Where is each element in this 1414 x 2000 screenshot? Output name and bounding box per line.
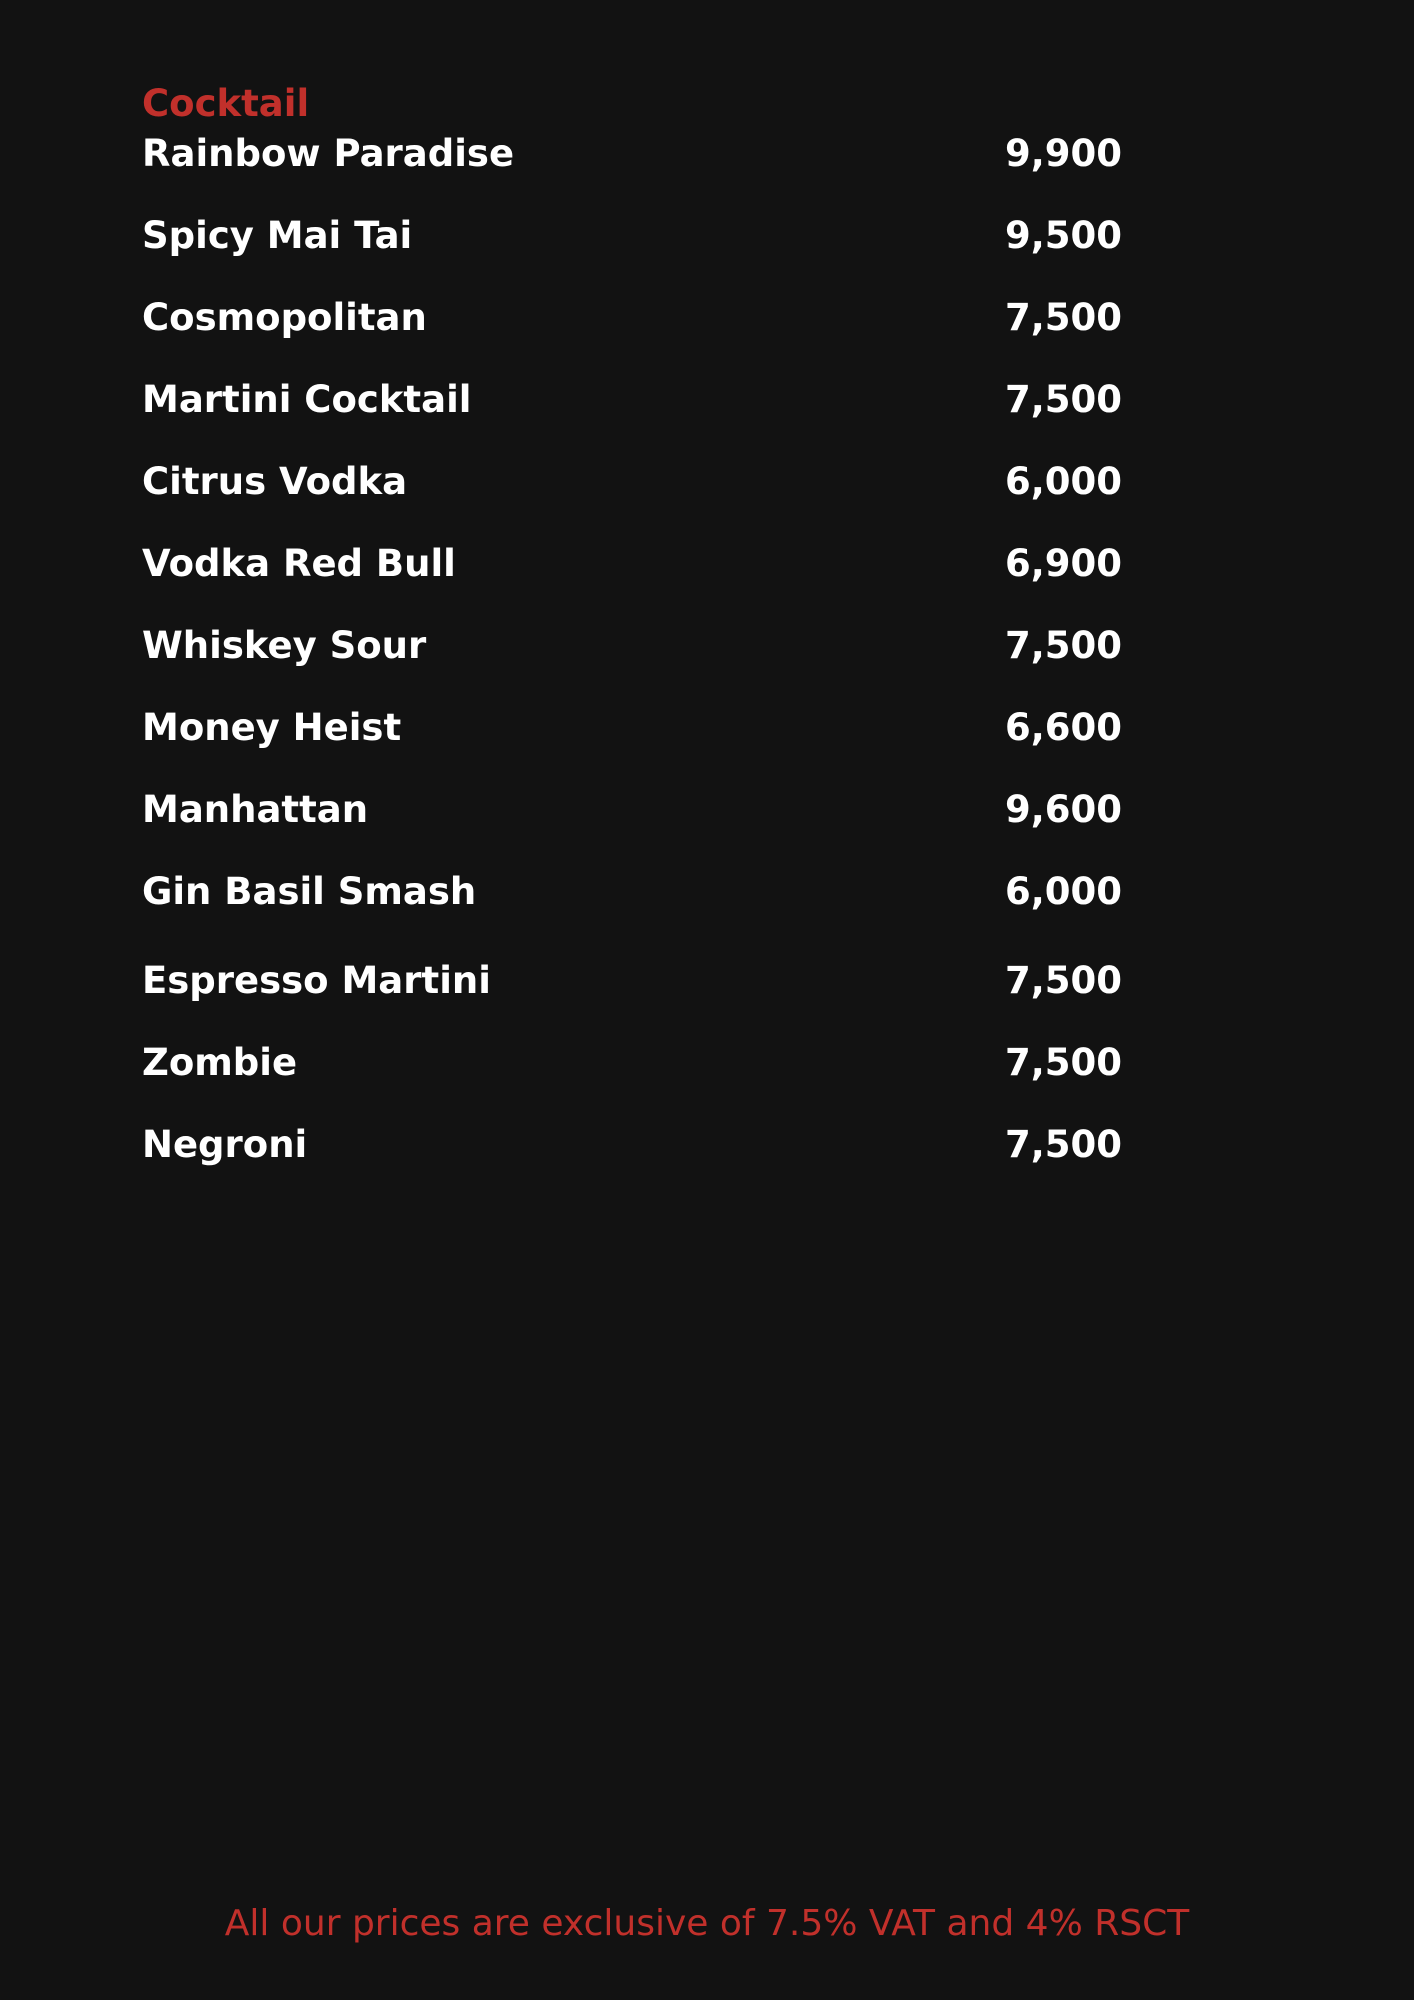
menu-item <box>142 208 1122 264</box>
item-name: Manhattan <box>142 788 369 831</box>
item-name: Spicy Mai Tai <box>142 214 413 257</box>
item-price: 7,500 <box>1004 296 1122 339</box>
item-name: Zombie <box>142 1041 298 1084</box>
item-price: 6,600 <box>1004 706 1122 749</box>
menu-item <box>142 290 1122 346</box>
menu-item <box>142 1035 1122 1091</box>
item-price: 7,500 <box>1004 959 1122 1002</box>
item-name: Martini Cocktail <box>142 378 472 421</box>
menu-item <box>142 782 1122 838</box>
menu-item <box>142 454 1122 510</box>
item-name: Whiskey Sour <box>142 624 427 667</box>
menu-item <box>142 536 1122 592</box>
item-name: Negroni <box>142 1123 308 1166</box>
item-name: Espresso Martini <box>142 959 491 1002</box>
menu-item <box>142 864 1122 920</box>
item-name: Rainbow Paradise <box>142 132 515 175</box>
item-name: Vodka Red Bull <box>142 542 456 585</box>
item-price: 6,000 <box>1004 460 1122 503</box>
item-price: 7,500 <box>1004 1041 1122 1084</box>
menu-item <box>142 126 1122 182</box>
section-title: Cocktail <box>142 82 310 125</box>
item-name: Money Heist <box>142 706 402 749</box>
item-name: Gin Basil Smash <box>142 870 477 913</box>
menu-item <box>142 372 1122 428</box>
item-price: 7,500 <box>1004 1123 1122 1166</box>
menu-item <box>142 1117 1122 1173</box>
item-name: Citrus Vodka <box>142 460 408 503</box>
item-price: 9,600 <box>1004 788 1122 831</box>
item-price: 7,500 <box>1004 378 1122 421</box>
menu-item <box>142 700 1122 756</box>
vat-disclaimer: All our prices are exclusive of 7.5% VAT and 4% RSCT <box>224 1903 1190 1944</box>
item-name: Cosmopolitan <box>142 296 427 339</box>
item-price: 7,500 <box>1004 624 1122 667</box>
cocktail-menu <box>142 78 1122 1166</box>
item-price: 9,900 <box>1004 132 1122 175</box>
menu-item <box>142 953 1122 1009</box>
menu-item <box>142 618 1122 674</box>
item-price: 6,900 <box>1004 542 1122 585</box>
item-price: 9,500 <box>1004 214 1122 257</box>
item-price: 6,000 <box>1004 870 1122 913</box>
